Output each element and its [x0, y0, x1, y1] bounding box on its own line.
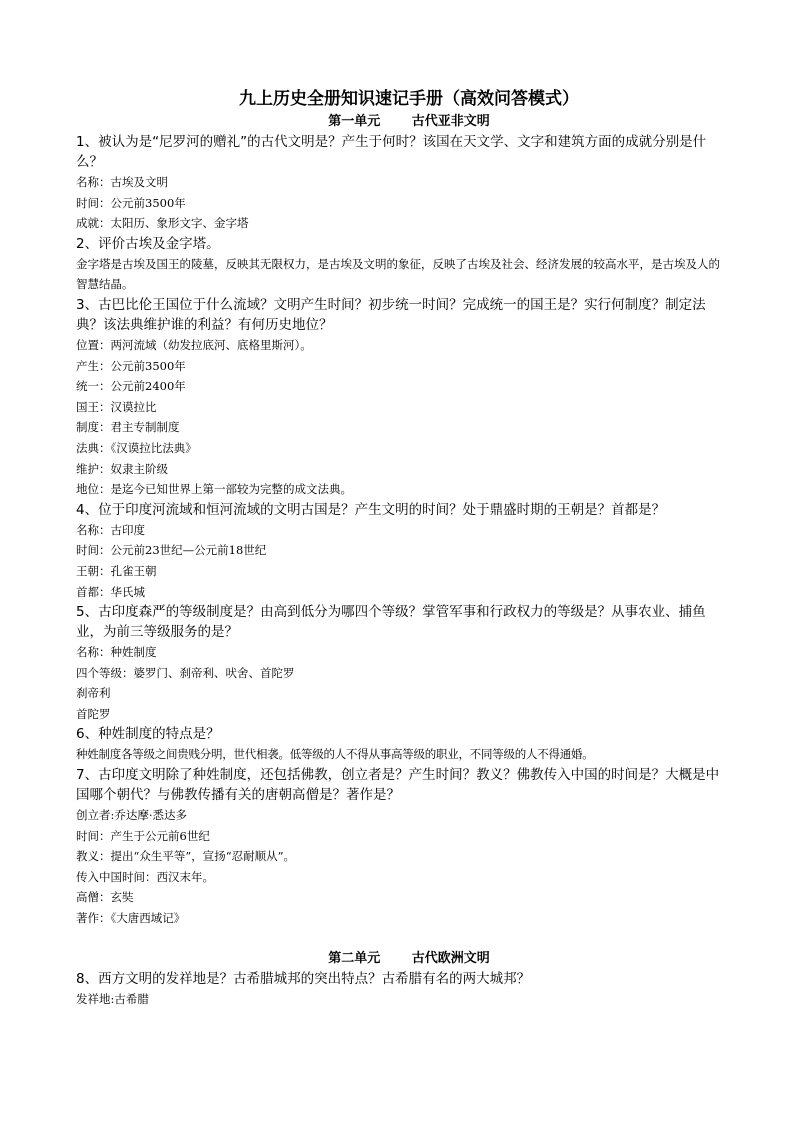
answer-line: 四个等级：婆罗门、刹帝利、吠舍、首陀罗 [76, 665, 295, 680]
question-text: 5、古印度森严的等级制度是？由高到低分为哪四个等级？掌管军事和行政权力的等级是？从事农业、捕鱼业，为前三等级服务的是？ [76, 604, 706, 641]
answer-line: 名称：种姓制度 [76, 645, 157, 660]
qa-item-2 [76, 234, 722, 295]
answer-line: 时间：公元前3500年 [76, 195, 186, 210]
answer-line: 种姓制度各等级之间贵贱分明，世代相袭。低等级的人不得从事高等级的职业，不同等级的人不得通婚。 [76, 747, 594, 762]
qa-item-3 [76, 295, 722, 500]
answer-line: 著作：《大唐西域记》 [76, 911, 186, 926]
question-text: 1、被认为是“尼罗河的赠礼”的古代文明是？产生于何时？该国在天文学、文字和建筑方面的成就分别是什么？ [76, 134, 707, 170]
answer-line: 成就：太阳历、象形文字、金字塔 [76, 216, 249, 231]
question-text: 2、评价古埃及金字塔。 [76, 235, 220, 252]
qa-item-7 [76, 765, 722, 929]
question-text: 8、西方文明的发祥地是？古希腊城邦的突出特点？古希腊有名的两大城邦？ [76, 970, 531, 987]
document-title: 九上历史全册知识速记手册（高效问答模式） [239, 89, 579, 109]
unit-1 [76, 112, 722, 929]
answer-line: 高僧：玄奘 [76, 890, 134, 905]
answer-line: 统一：公元前2400年 [76, 379, 186, 394]
answer-line: 刹帝利 [76, 686, 111, 701]
answer-line: 首都：华氏城 [76, 584, 145, 599]
unit-heading: 第二单元 古代欧洲文明 [328, 950, 490, 966]
section-spacer [76, 929, 722, 949]
answer-line: 王朝：孔雀王朝 [76, 563, 157, 578]
unit-2 [76, 949, 722, 1010]
answer-line: 创立者:乔达摩·悉达多 [76, 808, 188, 823]
qa-item-5 [76, 602, 722, 724]
answer-line: 制度：君主专制制度 [76, 420, 180, 435]
document-content [76, 86, 722, 1009]
qa-item-6 [76, 724, 722, 765]
answer-line: 位置：两河流域（幼发拉底河、底格里斯河）。 [76, 337, 312, 352]
answer-line: 时间：公元前23世纪—公元前18世纪 [76, 543, 267, 558]
answer-line: 名称：古印度 [76, 522, 145, 537]
answer-line: 产生：公元前3500年 [76, 358, 186, 373]
qa-item-4 [76, 500, 722, 602]
answer-line: 名称：古埃及文明 [76, 175, 168, 189]
qa-item-8 [76, 969, 722, 1010]
answer-line: 发祥地:古希腊 [76, 991, 149, 1006]
question-text: 3、古巴比伦王国位于什么流域？文明产生时间？初步统一时间？完成统一的国王是？实行何制度？制定法典？该法典维护谁的利益？有何历史地位？ [76, 296, 706, 333]
answer-line: 维护：奴隶主阶级 [76, 461, 168, 476]
answer-line: 传入中国时间：西汉末年。 [76, 869, 214, 884]
question-text: 6、种姓制度的特点是？ [76, 726, 220, 743]
answer-line: 地位：是迄今已知世界上第一部较为完整的成文法典。 [76, 482, 352, 497]
answer-line: 时间：产生于公元前6世纪 [76, 828, 210, 843]
question-text: 7、古印度文明除了种姓制度，还包括佛教，创立者是？产生时间？教义？佛教传入中国的时间是？大概是中国哪个朝代？与佛教传播有关的唐朝高僧是？著作是？ [76, 767, 720, 804]
answer-line: 首陀罗 [76, 706, 111, 721]
answer-line: 教义：提出“众生平等”，宣扬“忍耐顺从”。 [76, 849, 296, 864]
answer-line: 法典：《汉谟拉比法典》 [76, 440, 197, 455]
answer-line: 国王：汉谟拉比 [76, 399, 157, 414]
unit-heading: 第一单元 古代亚非文明 [328, 114, 490, 129]
answer-line: 金字塔是古埃及国王的陵墓，反映其无限权力，是古埃及文明的象征，反映了古埃及社会、经济发展的较高水平，是古埃及人的智慧结晶。 [76, 256, 720, 292]
qa-item-1 [76, 132, 722, 234]
question-text: 4、位于印度河流域和恒河流域的文明古国是？产生文明的时间？处于鼎盛时期的王朝是？首都是？ [76, 501, 666, 518]
